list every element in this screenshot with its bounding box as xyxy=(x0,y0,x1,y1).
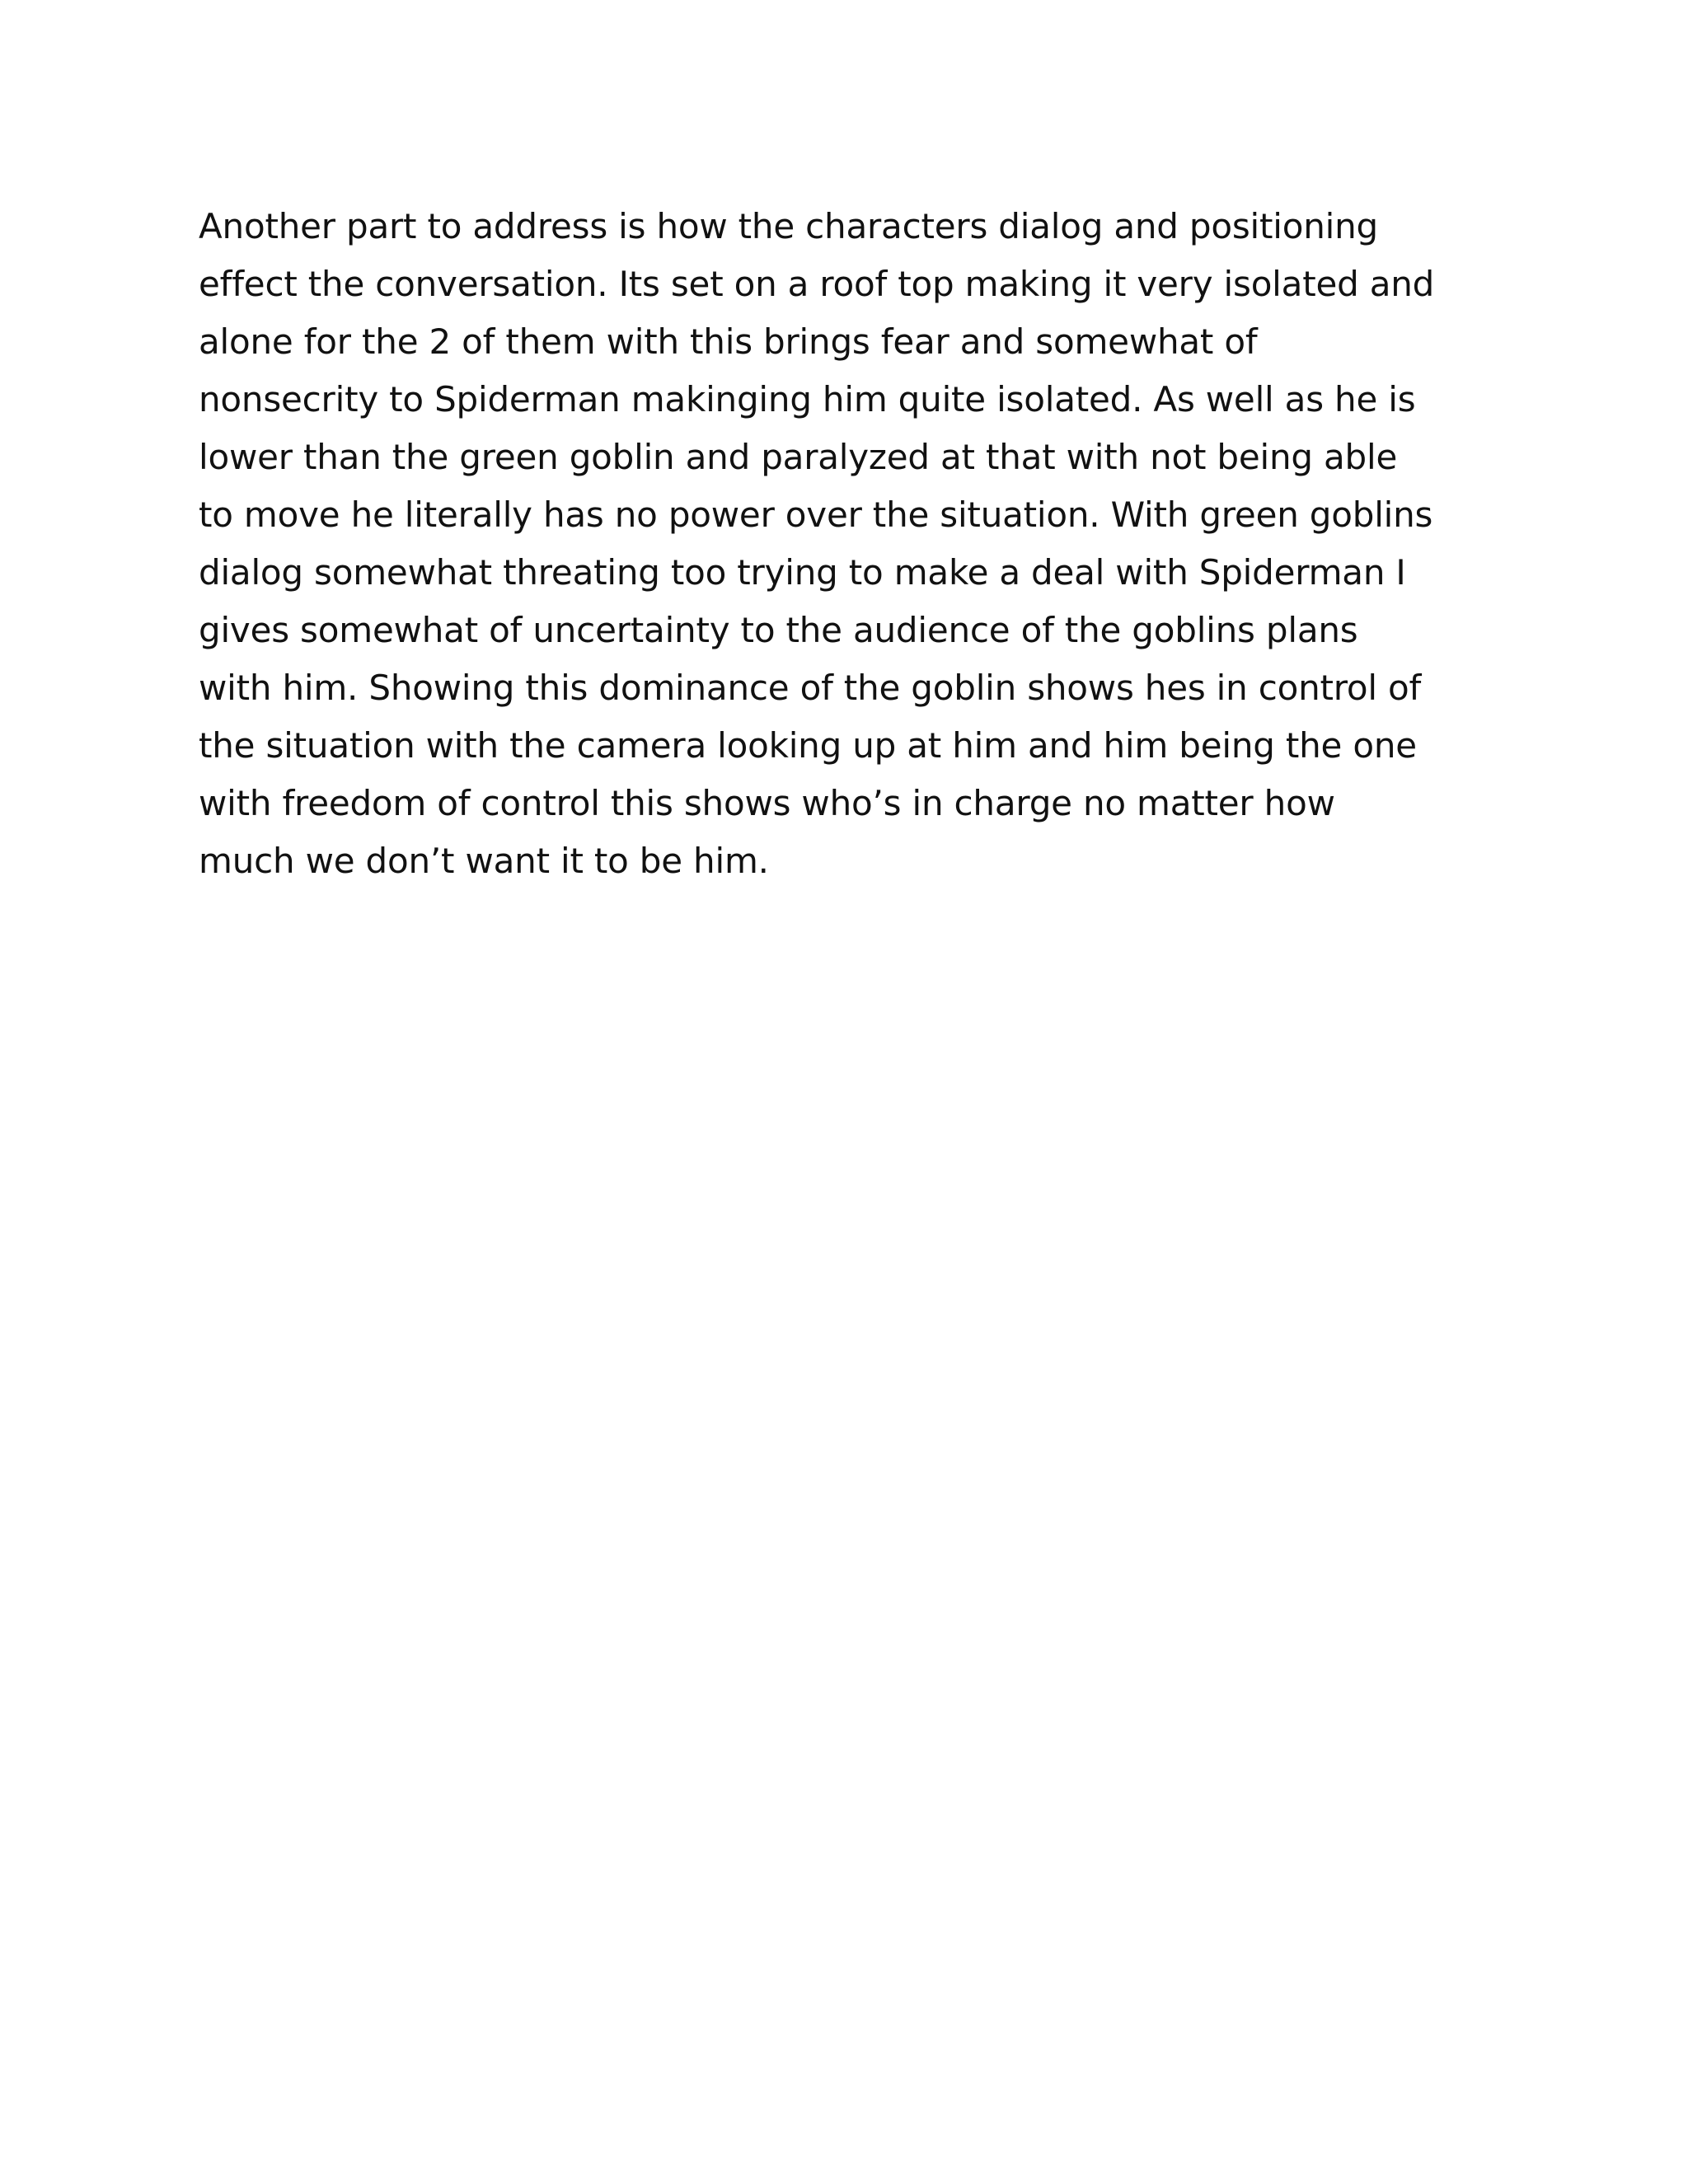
body-paragraph xyxy=(199,198,1501,890)
paragraph-line: effect the conversation. Its set on a roof top making it very isolated and xyxy=(199,264,1435,304)
paragraph-line: dialog somewhat threating too trying to make a deal with Spiderman I xyxy=(199,552,1406,593)
paragraph-line: alone for the 2 of them with this brings fear and somewhat of xyxy=(199,321,1258,362)
paragraph-line: with freedom of control this shows who’s in charge no matter how xyxy=(199,783,1335,823)
paragraph-line: lower than the green goblin and paralyzed at that with not being able xyxy=(199,437,1398,477)
paragraph-line: with him. Showing this dominance of the goblin shows hes in control of xyxy=(199,668,1422,708)
paragraph-line: the situation with the camera looking up at him and him being the one xyxy=(199,725,1417,766)
paragraph-line: Another part to address is how the characters dialog and positioning xyxy=(199,206,1379,246)
paragraph-line: to move he literally has no power over the situation. With green goblins xyxy=(199,494,1433,535)
paragraph-line: gives somewhat of uncertainty to the audience of the goblins plans xyxy=(199,610,1358,650)
paragraph-line: nonsecrity to Spiderman makinging him quite isolated. As well as he is xyxy=(199,379,1416,419)
paragraph-line: much we don’t want it to be him. xyxy=(199,841,769,881)
